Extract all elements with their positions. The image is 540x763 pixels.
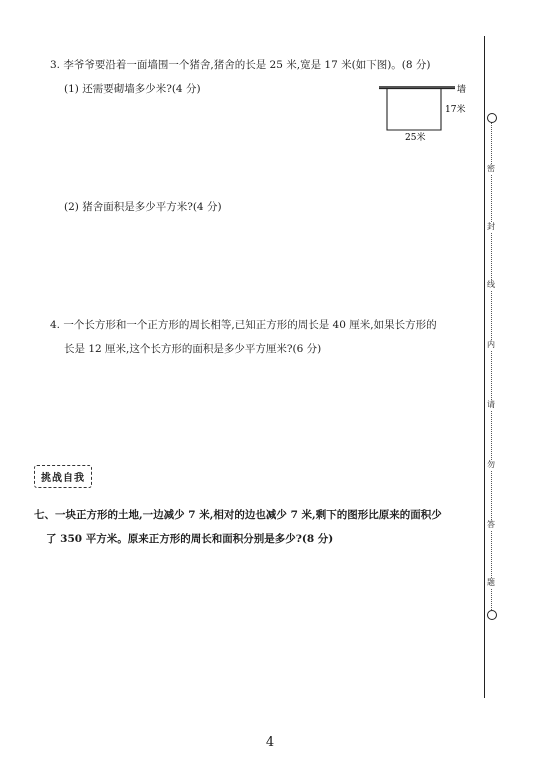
- wall-label: 墙: [457, 85, 467, 95]
- seal-char: 请: [487, 400, 495, 409]
- width-label: 17米: [445, 105, 466, 115]
- seal-char: 答: [487, 520, 495, 529]
- q4-line2: 长是 12 厘米,这个长方形的面积是多少平方厘米?(6 分): [64, 343, 322, 355]
- length-label: 25米: [405, 133, 426, 142]
- challenge-line1: 七、一块正方形的土地,一边减少 7 米,相对的边也减少 7 米,剩下的图形比原来的面积少: [34, 509, 442, 521]
- seal-circle-top: [487, 113, 497, 123]
- wall-hatch: [379, 86, 455, 88]
- q4-line1: 4. 一个长方形和一个正方形的周长相等,已知正方形的周长是 40 厘米,如果长方形的: [50, 319, 437, 331]
- page-number: 4: [265, 735, 275, 750]
- q3-part1: (1) 还需要砌墙多少米?(4 分): [64, 83, 201, 95]
- seal-char: 勿: [487, 460, 495, 469]
- pen-outline: [387, 88, 441, 130]
- seal-char: 题: [487, 578, 495, 587]
- challenge-badge: 挑战自我: [34, 465, 92, 488]
- q3-text: 3. 李爷爷要沿着一面墙围一个猪舍,猪舍的长是 25 米,宽是 17 米(如下图)。(8 分): [50, 59, 431, 71]
- pigpen-figure: [375, 80, 475, 142]
- seal-char: 密: [487, 164, 495, 173]
- q3-part2: (2) 猪舍面积是多少平方米?(4 分): [64, 201, 222, 213]
- seal-circle-bottom: [487, 610, 497, 620]
- seal-char: 内: [487, 340, 495, 349]
- seal-char: 线: [487, 280, 495, 289]
- challenge-line2: 了 350 平方米。原来正方形的周长和面积分别是多少?(8 分): [46, 533, 334, 545]
- binding-line: [484, 36, 485, 698]
- seal-dotted-line: [491, 122, 492, 610]
- seal-char: 封: [487, 222, 495, 231]
